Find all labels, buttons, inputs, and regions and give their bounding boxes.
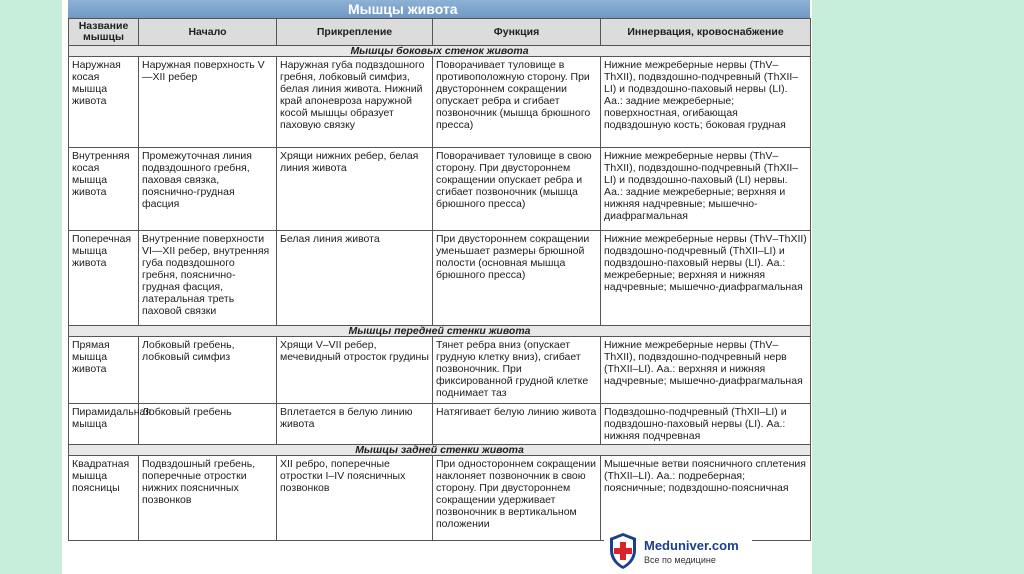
table-row [69, 404, 811, 445]
muscle-name: Наружная косая мышца живота [69, 57, 139, 148]
muscle-insertion: Хрящи V–VII ребер, мечевидный отросток грудины [277, 337, 433, 404]
shield-cross-icon [608, 532, 638, 570]
section-title: Мышцы задней стенки живота [69, 445, 811, 456]
meduniver-logo [604, 528, 752, 574]
muscle-table [68, 18, 811, 541]
table-row [69, 337, 811, 404]
section-row-posterior [69, 445, 811, 456]
header-origin: Начало [139, 19, 277, 46]
muscle-innervation: Нижние межреберные нервы (ThV–ThXII), подвздошно-подчревный (ThXII–LI) и подвздошно-паховый (LI) нервы. Аа.: задние межреберные; верхняя и нижняя надчревные; мышечно-диафрагмальная [601, 148, 811, 231]
section-title: Мышцы передней стенки живота [69, 326, 811, 337]
slide-sheet [62, 0, 812, 574]
muscle-name: Пирамидальная мышца [69, 404, 139, 445]
header-innervation: Иннервация, кровоснабжение [601, 19, 811, 46]
header-row [69, 19, 811, 46]
muscle-insertion: Наружная губа подвздошного гребня, лобковый симфиз, белая линия живота. Нижний край апоневроза наружной косой мышцы образует паховую связку [277, 57, 433, 148]
muscle-innervation: Нижние межреберные нервы (ThV–ThXII), подвздошно-подчревный нерв (ThXII–LI). Аа.: верхняя и нижняя надчревные; мышечно-диафрагмальная [601, 337, 811, 404]
muscle-innervation: Мышечные ветви поясничного сплетения (ThXII–LI). Аа.: подреберная; поясничные; подвздошно-поясничная [601, 456, 811, 541]
muscle-function: Поворачивает туловище в свою сторону. При двустороннем сокращении опускает ребра и сгибает позвоночник (мышца брюшного пресса) [433, 148, 601, 231]
muscle-insertion: Вплетается в белую линию живота [277, 404, 433, 445]
muscle-origin: Наружная поверхность V—XII ребер [139, 57, 277, 148]
muscle-insertion: Хрящи нижних ребер, белая линия живота [277, 148, 433, 231]
table-row [69, 148, 811, 231]
logo-brand: Meduniver.com [644, 538, 739, 553]
right-margin [812, 0, 1024, 574]
muscle-name: Внутренняя косая мышца живота [69, 148, 139, 231]
muscle-function: Натягивает белую линию живота [433, 404, 601, 445]
muscle-name: Квадратная мышца поясницы [69, 456, 139, 541]
section-row-lateral [69, 46, 811, 57]
table-title: Мышцы живота [68, 0, 810, 18]
header-insertion: Прикрепление [277, 19, 433, 46]
muscle-origin: Лобковый гребень, лобковый симфиз [139, 337, 277, 404]
muscle-innervation: Нижние межреберные нервы (ThV–ThXII) подвздошно-подчревный (ThXII–LI) и подвздошно-паховый нервы (LI). Аа.: межреберные; верхняя и нижняя надчревные; мышечно-диафрагмальная [601, 231, 811, 326]
muscle-insertion: XII ребро, поперечные отростки I–IV поясничных позвонков [277, 456, 433, 541]
muscle-origin: Лобковый гребень [139, 404, 277, 445]
section-row-anterior [69, 326, 811, 337]
muscle-name: Прямая мышца живота [69, 337, 139, 404]
logo-slogan: Все по медицине [644, 555, 716, 565]
muscle-origin: Внутренние поверхности VI—XII ребер, внутренняя губа подвздошного гребня, пояснично-грудная фасция, латеральная треть паховой связки [139, 231, 277, 326]
muscle-innervation: Нижние межреберные нервы (ThV–ThXII), подвздошно-подчревный (ThXII–LI) и подвздошно-паховый нервы (LI). Аа.: задние межреберные; поверхностная, огибающая подвздошную кость; боковая грудная [601, 57, 811, 148]
header-function: Функция [433, 19, 601, 46]
muscle-function: При одностороннем сокращении наклоняет позвоночник в свою сторону. При двустороннем сокращении удерживает позвоночник в вертикальном положении [433, 456, 601, 541]
muscle-origin: Промежуточная линия подвздошного гребня, паховая связка, пояснично-грудная фасция [139, 148, 277, 231]
muscle-name: Поперечная мышца живота [69, 231, 139, 326]
muscle-innervation: Подвздошно-подчревный (ThXII–LI) и подвздошно-паховый нервы (LI). Аа.: нижняя подчревная [601, 404, 811, 445]
muscle-insertion: Белая линия живота [277, 231, 433, 326]
header-name: Название мышцы [69, 19, 139, 46]
section-title: Мышцы боковых стенок живота [69, 46, 811, 57]
muscle-function: При двустороннем сокращении уменьшает размеры брюшной полости (основная мышца брюшного пресса) [433, 231, 601, 326]
muscle-origin: Подвздошный гребень, поперечные отростки нижних поясничных позвонков [139, 456, 277, 541]
left-margin [0, 0, 62, 574]
muscle-function: Поворачивает туловище в противоположную сторону. При двустороннем сокращении опускает ребра и сгибает позвоночник (мышца брюшного пресса) [433, 57, 601, 148]
table-row [69, 231, 811, 326]
muscle-function: Тянет ребра вниз (опускает грудную клетку вниз), сгибает позвоночник. При фиксированной грудной клетке поднимает таз [433, 337, 601, 404]
table-row [69, 57, 811, 148]
